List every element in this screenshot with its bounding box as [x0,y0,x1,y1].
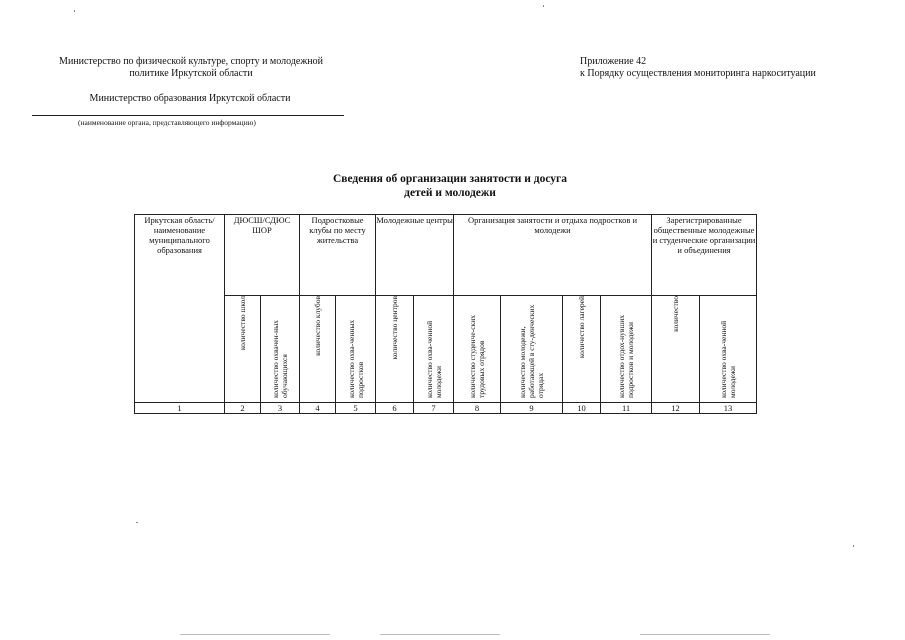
scan-bottom-line [180,634,330,635]
appendix-line2: к Порядку осуществления мониторинга наркоситуации [580,68,816,79]
region-header: Иркутская область/ наименование муниципального образования [135,215,225,403]
sub-header-cell: количество охва-ченной молодежи [414,296,454,403]
youth-centers-header: Молодежные центры [376,215,454,296]
column-number: 2 [225,403,261,414]
sub-header-cell: количество центров [376,296,414,403]
sub-header-cell: количество охвачен-ных обучающихся [261,296,300,403]
column-number: 5 [336,403,376,414]
monitoring-table [134,214,757,414]
registered-organizations-header: Зарегистрированные общественные молодежные и студенческие организации и объединения [652,215,757,296]
sub-header-cell: количество охва-ченных подростков [336,296,376,403]
scan-speck [136,522,138,523]
sub-header-cell: количество молодежи, работающей в сту-денческих отрядах [501,296,563,403]
organ-name-caption: (наименование органа, представляющего информацию) [78,118,256,127]
column-number-row [135,403,757,414]
column-number: 7 [414,403,454,414]
column-number: 6 [376,403,414,414]
teen-clubs-header: Подростковые клубы по месту жительства [300,215,376,296]
scan-speck [74,10,75,12]
document-title [240,172,660,200]
column-number: 12 [652,403,700,414]
appendix-line1: Приложение 42 [580,56,647,67]
sub-header-cell: количество студенче-ских трудовых отрядов [454,296,501,403]
sub-header-cell: количество лагерей [563,296,601,403]
employment-leisure-header: Организация занятости и отдыха подростков и молодежи [454,215,652,296]
column-number: 1 [135,403,225,414]
sub-header-cell: количество клубов [300,296,336,403]
scan-bottom-line [380,634,500,635]
title-line2: детей и молодежи [404,187,496,199]
sub-header-cell: количество охва-ченной молодежи [700,296,757,403]
group-header-row [135,215,757,296]
scan-bottom-line [640,634,770,635]
column-number: 8 [454,403,501,414]
ministry-education-heading: Министерство образования Иркутской области [89,93,291,104]
column-number: 13 [700,403,757,414]
sub-header-cell: количество отдох-нувших подростков и молодежи [601,296,652,403]
column-number: 3 [261,403,300,414]
scan-speck [543,5,544,7]
ministry-sport-line1: Министерство по физической культуре, спорту и молодежной [59,56,323,67]
scan-speck [853,545,854,547]
sub-header-cell: количество [652,296,700,403]
ministry-sport-line2: политике Иркутской области [129,68,253,79]
appendix-note [580,56,880,80]
column-number: 4 [300,403,336,414]
ministry-sport-heading [36,56,346,80]
sport-schools-header: ДЮСШ/СДЮС ШОР [225,215,300,296]
column-number: 11 [601,403,652,414]
sub-header-cell: количество школ [225,296,261,403]
organ-name-underline [32,115,344,116]
column-number: 10 [563,403,601,414]
column-number: 9 [501,403,563,414]
title-line1: Сведения об организации занятости и досуга [332,173,568,185]
sub-header-row [135,296,757,403]
